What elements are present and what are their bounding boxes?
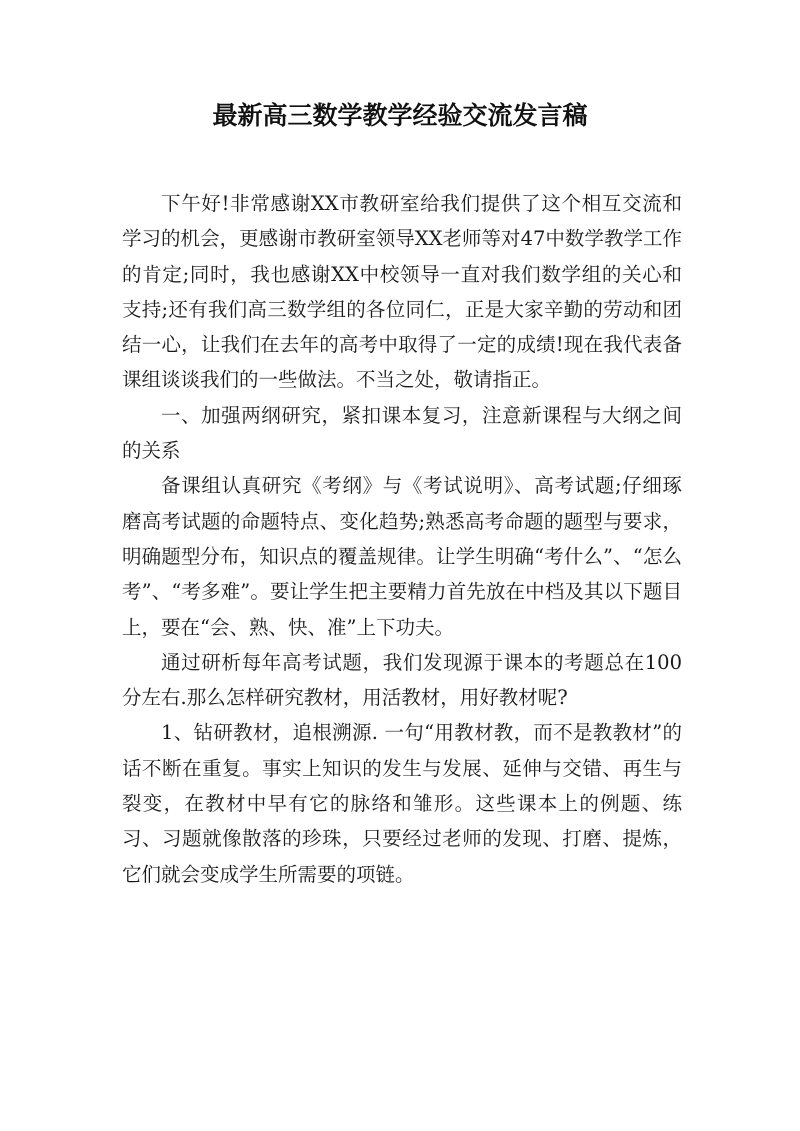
document-title: 最新高三数学教学经验交流发言稿 [212, 101, 588, 130]
paragraph-textbook-analysis: 通过研析每年高考试题，我们发现源于课本的考题总在100分左右.那么怎样研究教材，用活教材，用好教材呢? [122, 650, 682, 710]
document-body [122, 186, 682, 892]
paragraph-exam-research: 备课组认真研究《考纲》与《考试说明》、高考试题;仔细琢磨高考试题的命题特点、变化趋势;熟悉高考命题的题型与要求，明确题型分布，知识点的覆盖规律。让学生明确“考什么”、“怎么考”、“考多难”。要让学生把主要精力首先放在中档及其以下题目上，要在“会、熟、快、准”上下功夫。 [122, 474, 682, 639]
paragraph-greeting: 下午好!非常感谢XX市教研室给我们提供了这个相互交流和学习的机会，更感谢市教研室领导XX老师等对47中数学教学工作的肯定;同时，我也感谢XX中校领导一直对我们数学组的关心和支持;还有我们高三数学组的各位同仁，正是大家辛勤的劳动和团结一心，让我们在去年的高考中取得了一定的成绩!现在我代表备课组谈谈我们的一些做法。不当之处，敬请指正。 [122, 192, 682, 392]
paragraph-section-heading: 一、加强两纲研究，紧扣课本复习，注意新课程与大纲之间的关系 [122, 403, 682, 463]
paragraph-study-textbook: 1、钻研教材，追根溯源. 一句“用教材教，而不是教教材”的话不断在重复。事实上知识的发生与发展、延伸与交错、再生与裂变，在教材中早有它的脉络和雏形。这些课本上的例题、练习、习题就像散落的珍珠，只要经过老师的发现、打磨、提炼，它们就会变成学生所需要的项链。 [122, 721, 682, 886]
